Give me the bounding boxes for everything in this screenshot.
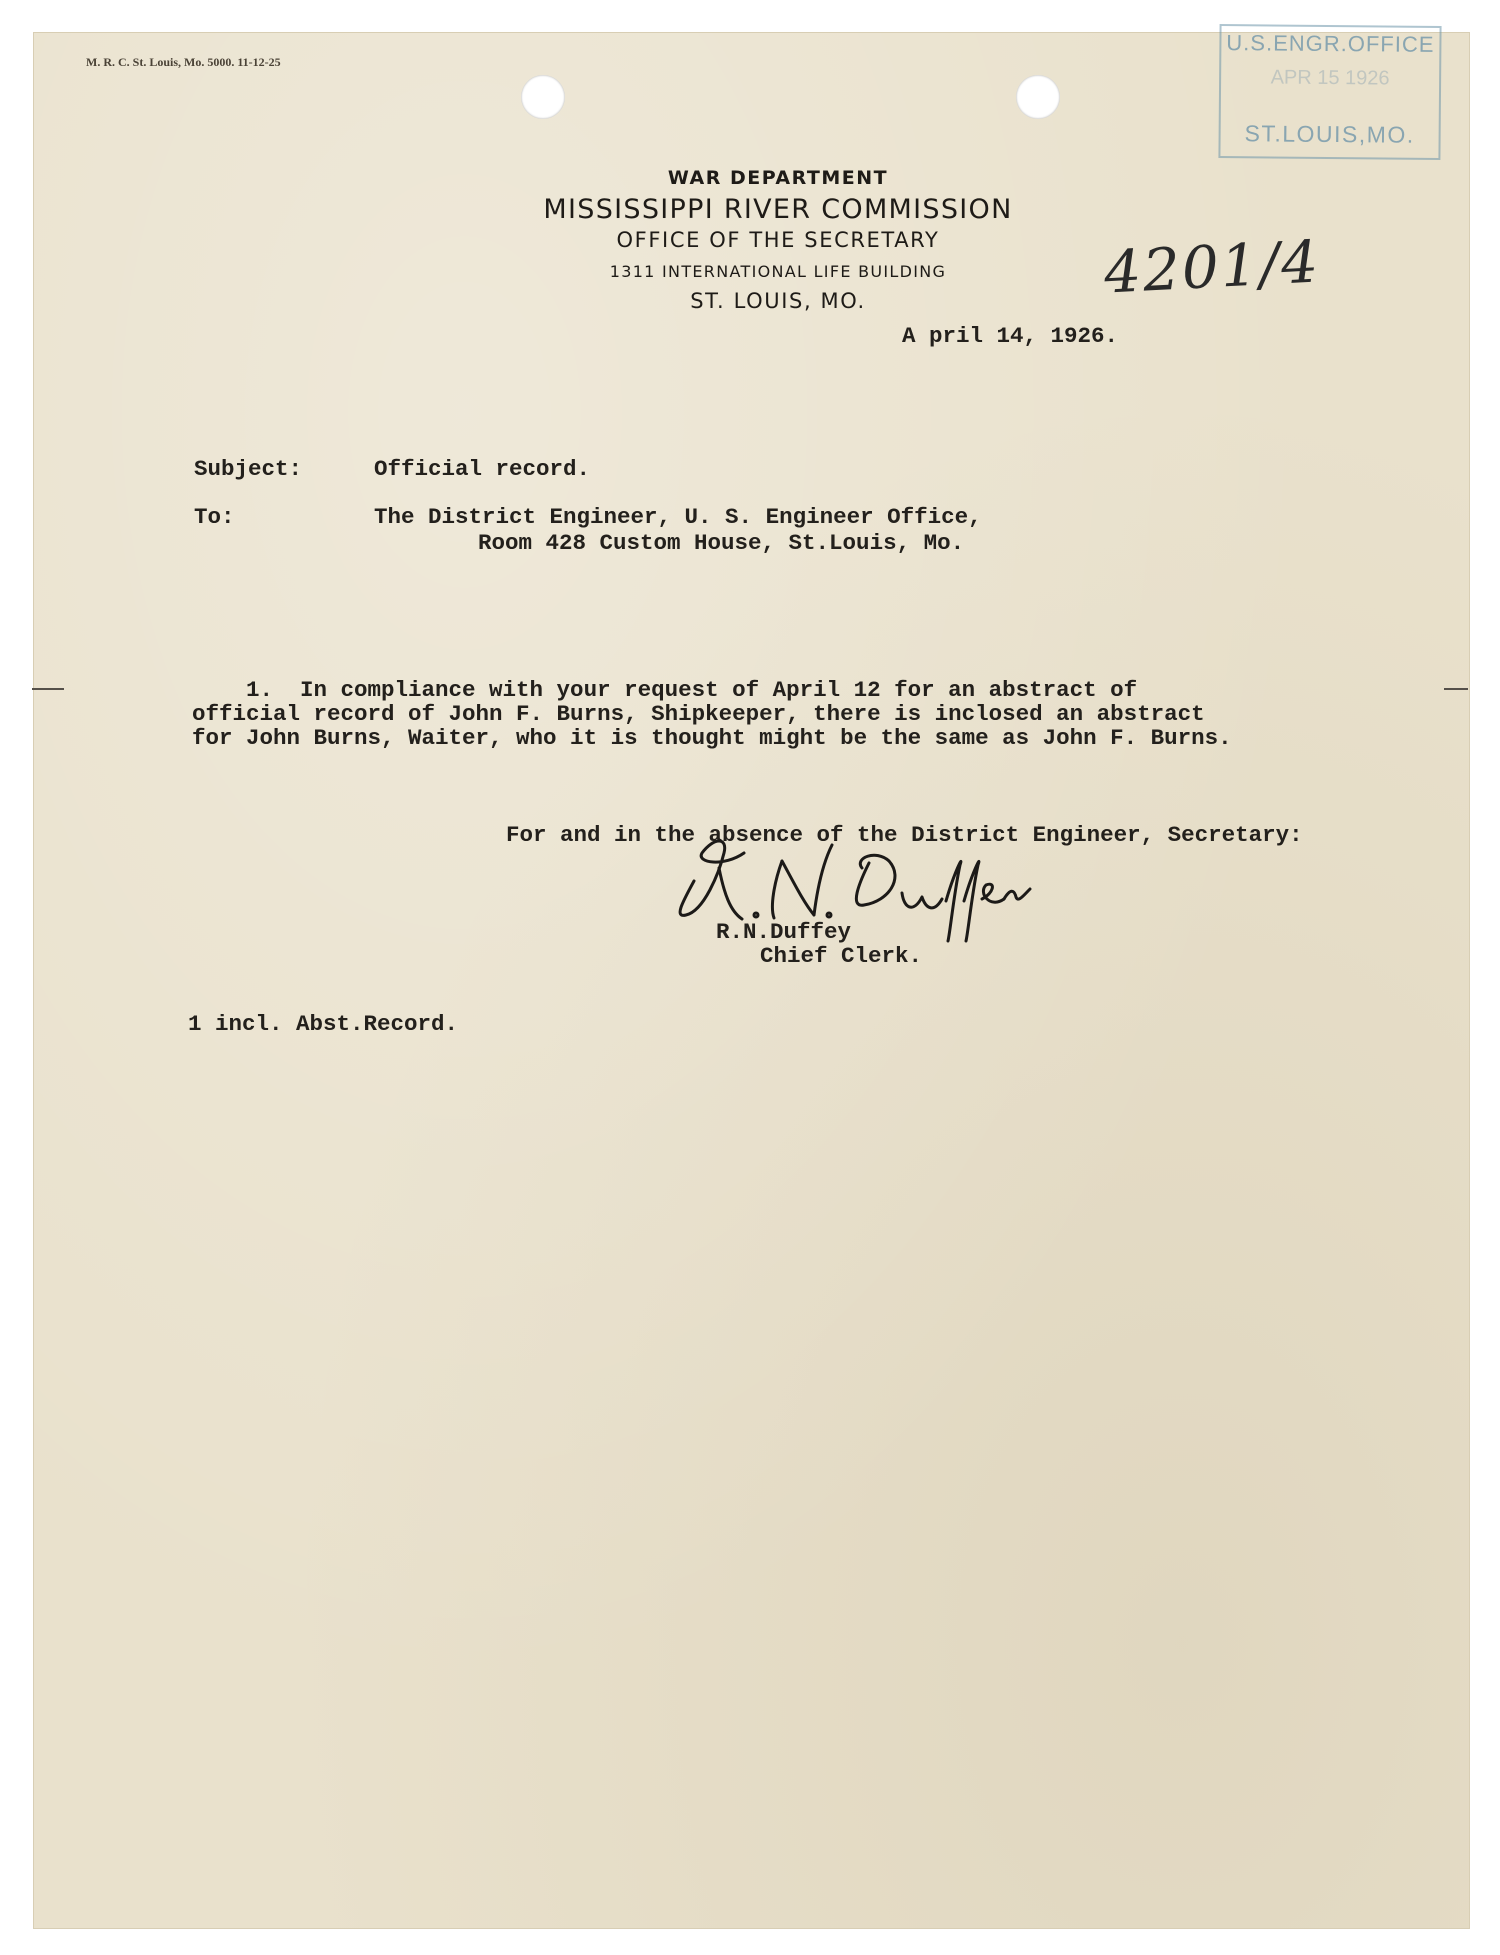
letterhead-building: 1311 INTERNATIONAL LIFE BUILDING (609, 262, 947, 281)
enclosure-note: 1 incl. Abst.Record. (188, 1011, 459, 1037)
body-line-1: 1. In compliance with your request of April 12 for an abstract of (192, 677, 1138, 703)
body-line-2: official record of John F. Burns, Shipkeeper, there is inclosed an abstract (192, 701, 1205, 727)
to-label: To: (194, 504, 235, 530)
letter-date: A pril 14, 1926. (902, 323, 1119, 349)
subject-value: Official record. (374, 456, 591, 482)
letterhead-office: OFFICE OF THE SECRETARY (616, 228, 940, 252)
letterhead-commission: MISSISSIPPI RIVER COMMISSION (543, 194, 1013, 225)
signer-title: Chief Clerk. (760, 943, 923, 969)
body-line-3: for John Burns, Waiter, who it is thought might be the same as John F. Burns. (192, 725, 1232, 751)
subject-label: Subject: (194, 456, 303, 482)
stamp-date: APR 15 1926 (1270, 66, 1390, 90)
letterhead-city: ST. LOUIS, MO. (690, 289, 866, 313)
print-code: M. R. C. St. Louis, Mo. 5000. 11-12-25 (86, 55, 281, 69)
fold-mark-left (32, 688, 64, 690)
received-stamp (1218, 24, 1441, 160)
letterhead-department: WAR DEPARTMENT (667, 167, 889, 189)
fold-mark-right (1444, 688, 1468, 690)
recipient-line-1: The District Engineer, U. S. Engineer Office, (374, 504, 982, 530)
handwritten-file-number: 4201/4 (1102, 227, 1322, 307)
closing-line: For and in the absence of the District Engineer, Secretary: (506, 822, 1303, 848)
signer-name: R.N.Duffey (716, 919, 852, 945)
recipient-line-2: Room 428 Custom House, St.Louis, Mo. (478, 530, 965, 556)
punch-hole-right (1016, 75, 1060, 119)
letter-page (34, 30, 1469, 1928)
stamp-office: U.S.ENGR.OFFICE (1226, 30, 1435, 57)
punch-hole-left (521, 75, 565, 119)
stamp-city: ST.LOUIS,MO. (1244, 120, 1415, 148)
